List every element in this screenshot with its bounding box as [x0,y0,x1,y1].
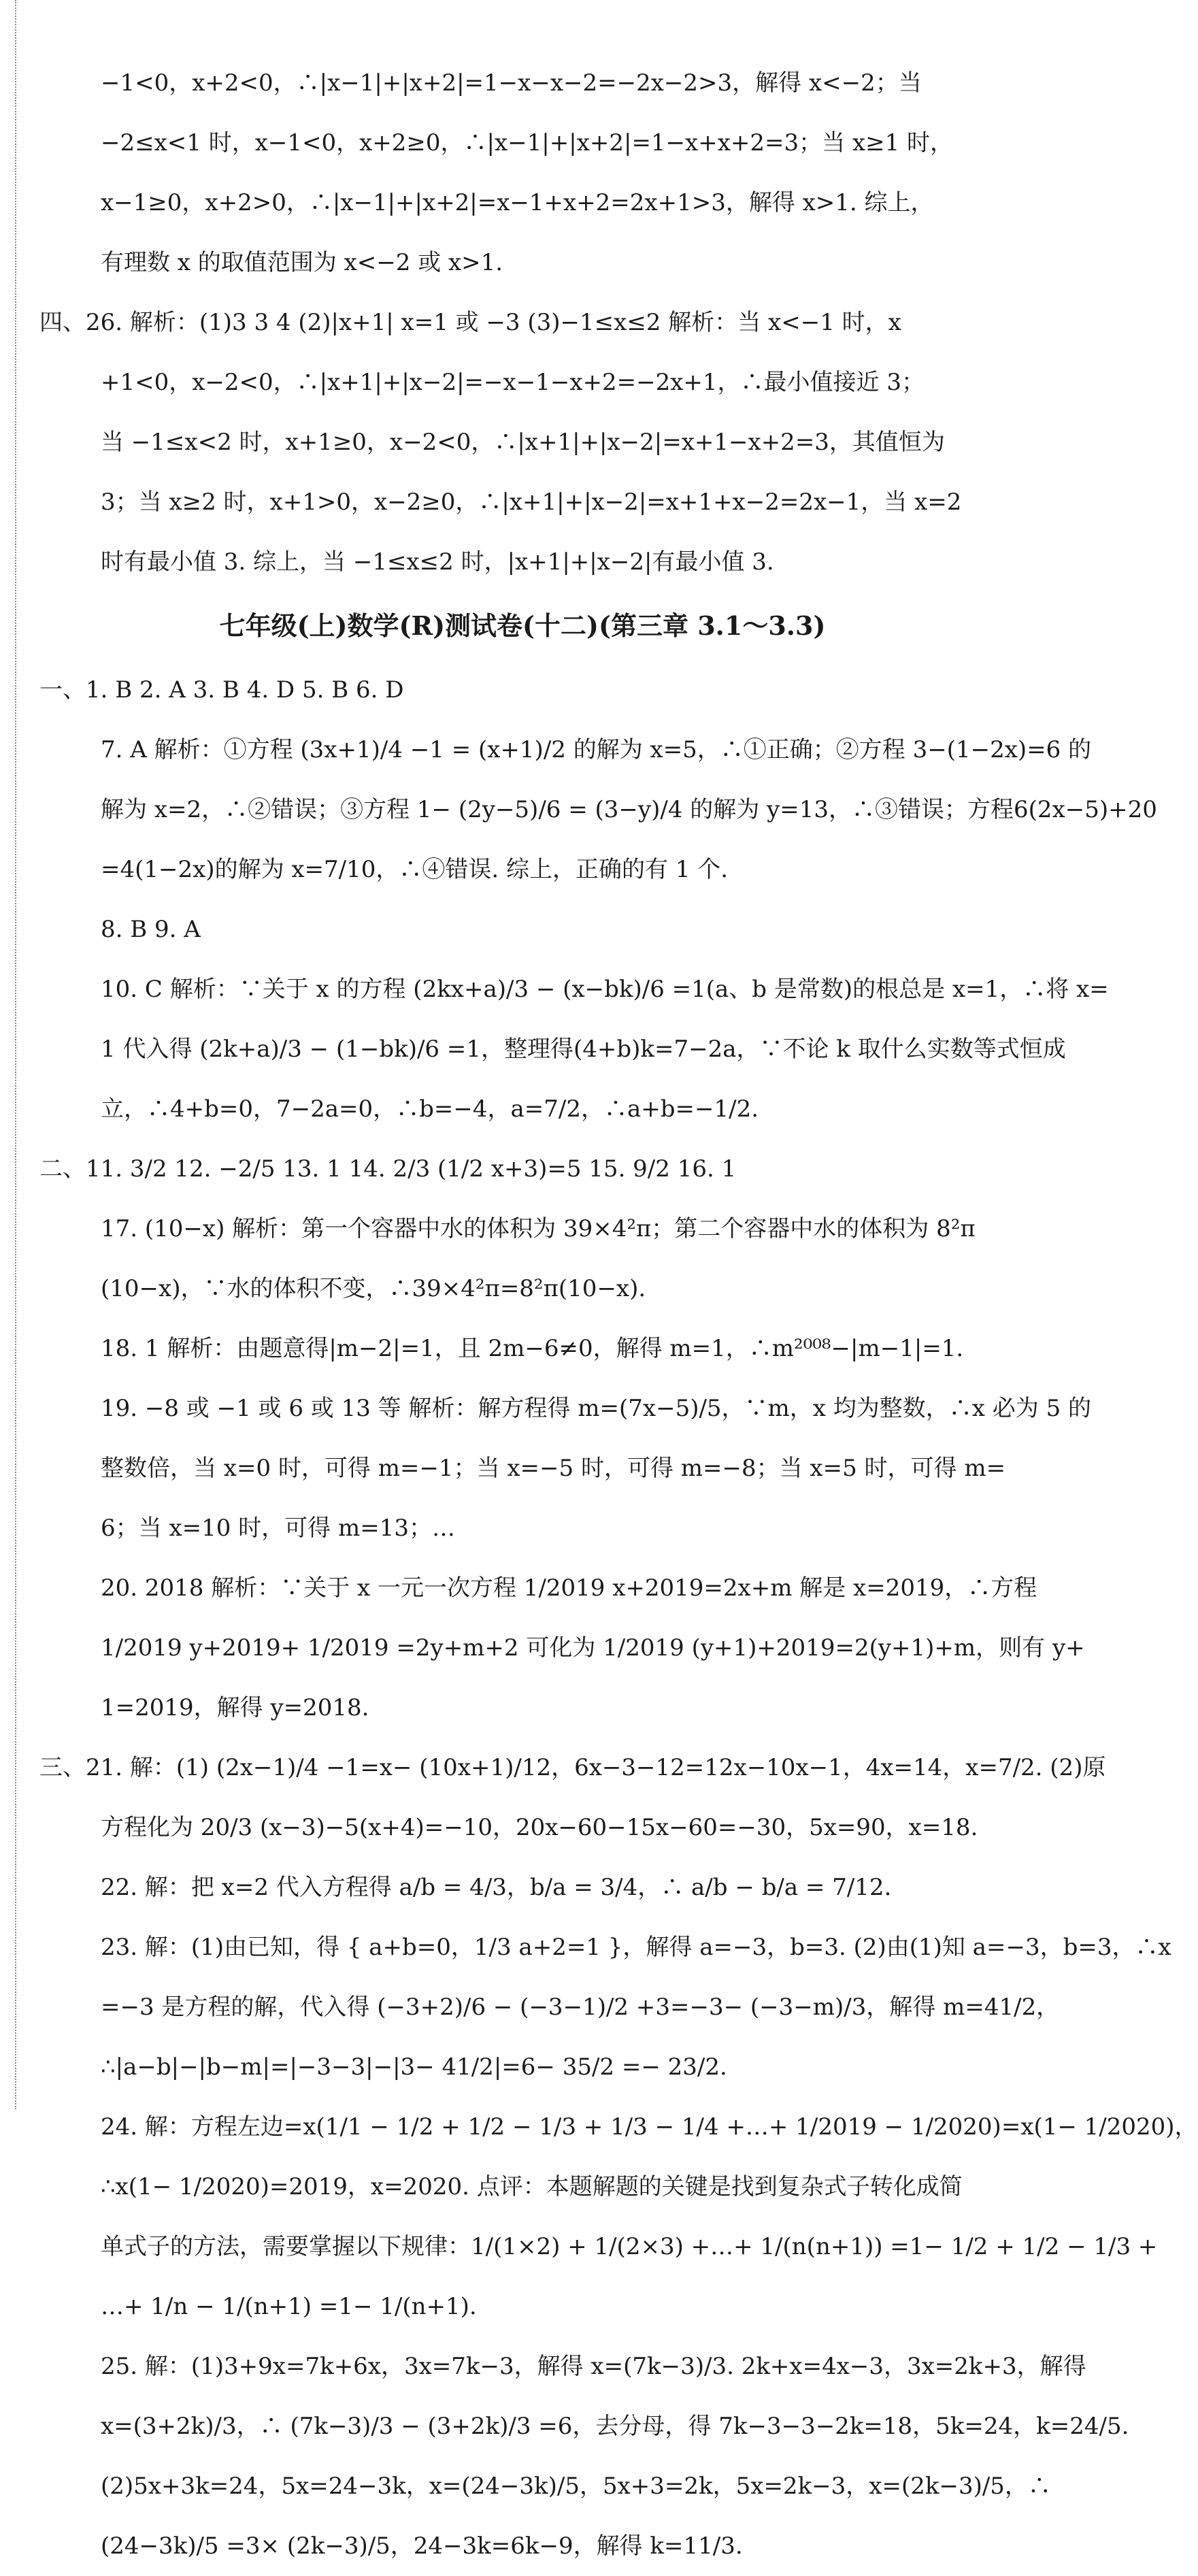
binding-edge [0,0,16,2109]
text-line: 8. B 9. A [101,916,201,943]
text-line: (2)5x+3k=24，5x=24−3k，x=(24−3k)/5，5x+3=2k，5x=2k−3，x=(2k−3)/5，∴ [101,2473,1051,2500]
text-line: 解为 x=2，∴②错误；③方程 1− (2y−5)/6 = (3−y)/4 的解为 y=13，∴③错误；方程6(2x−5)+20 [101,796,1157,823]
text-line: 1=2019，解得 y=2018. [101,1694,369,1721]
text-line: 23. 解：(1)由已知，得 { a+b=0，1/3 a+2=1 }，解得 a=−3，b=3. (2)由(1)知 a=−3，b=3，∴x [101,1934,1171,1961]
text-line: x=(3+2k)/3，∴ (7k−3)/3 − (3+2k)/3 =6，去分母，得 7k−3−3−2k=18，5k=24，k=24/5. [101,2413,1129,2440]
answer-text [39,53,1198,2576]
text-line: ∴|a−b|−|b−m|=|−3−3|−|3− 41/2|=6− 35/2 =− 23/2. [101,2053,727,2081]
text-line: 时有最小值 3. 综上，当 −1≤x≤2 时，|x+1|+|x−2|有最小值 3. [101,548,774,576]
text-line: 二、11. 3/2 12. −2/5 13. 1 14. 2/3 (1/2 x+3)=5 15. 9/2 16. 1 [39,1155,737,1183]
text-line: x−1≥0，x+2>0，∴|x−1|+|x+2|=x−1+x+2=2x+1>3，解得 x>1. 综上， [101,189,934,216]
text-line: 17. (10−x) 解析：第一个容器中水的体积为 39×4²π；第二个容器中水的体积为 8²π [101,1215,976,1242]
text-line: 3；当 x≥2 时，x+1>0，x−2≥0，∴|x+1|+|x−2|=x+1+x−2=2x−1，当 x=2 [101,489,962,516]
text-line: 整数倍，当 x=0 时，可得 m=−1；当 x=−5 时，可得 m=−8；当 x=5 时，可得 m= [101,1455,1006,1482]
text-line: 6；当 x=10 时，可得 m=13；… [101,1515,455,1542]
text-line: +1<0，x−2<0，∴|x+1|+|x−2|=−x−1−x+2=−2x+1，∴最小值接近 3； [101,369,925,396]
text-line: 22. 解：把 x=2 代入方程得 a/b = 4/3，b/a = 3/4，∴ a/b − b/a = 7/12. [101,1874,892,1901]
text-line: 10. C 解析：∵关于 x 的方程 (2kx+a)/3 − (x−bk)/6 =1(a、b 是常数)的根总是 x=1，∴将 x= [101,976,1109,1003]
text-line: …+ 1/n − 1/(n+1) =1− 1/(n+1). [101,2293,477,2320]
text-line: −1<0，x+2<0，∴|x−1|+|x+2|=1−x−x−2=−2x−2>3，解得 x<−2；当 [101,69,922,97]
text-line: (24−3k)/5 =3× (2k−3)/5，24−3k=6k−9，解得 k=11/3. [101,2532,743,2560]
text-line: 1/2019 y+2019+ 1/2019 =2y+m+2 可化为 1/2019 (y+1)+2019=2(y+1)+m，则有 y+ [101,1634,1085,1662]
text-line: 一、1. B 2. A 3. B 4. D 5. B 6. D [39,676,404,704]
text-line: 7. A 解析：①方程 (3x+1)/4 −1 = (x+1)/2 的解为 x=5，∴①正确；②方程 3−(1−2x)=6 的 [101,736,1092,763]
text-line: 方程化为 20/3 (x−3)−5(x+4)=−10，20x−60−15x−60=−30，5x=90，x=18. [101,1814,978,1841]
text-line: 有理数 x 的取值范围为 x<−2 或 x>1. [101,249,503,276]
section-title: 七年级(上)数学(R)测试卷(十二)(第三章 3.1～3.3) [219,610,826,641]
text-line: 25. 解：(1)3+9x=7k+6x，3x=7k−3，解得 x=(7k−3)/3. 2k+x=4x−3，3x=2k+3，解得 [101,2353,1086,2380]
text-line: =4(1−2x)的解为 x=7/10，∴④错误. 综上，正确的有 1 个. [101,856,729,883]
text-line: 20. 2018 解析：∵关于 x 一元一次方程 1/2019 x+2019=2x+m 解是 x=2019，∴方程 [101,1574,1037,1602]
text-line: −2≤x<1 时，x−1<0，x+2≥0，∴|x−1|+|x+2|=1−x+x+2=3；当 x≥1 时， [101,129,954,156]
text-line: 立，∴4+b=0，7−2a=0，∴b=−4，a=7/2，∴a+b=−1/2. [101,1095,759,1123]
text-line: 当 −1≤x<2 时，x+1≥0，x−2<0，∴|x+1|+|x−2|=x+1−x+2=3，其值恒为 [101,429,945,456]
text-line: 四、26. 解析：(1)3 3 4 (2)|x+1| x=1 或 −3 (3)−1≤x≤2 解析：当 x<−1 时，x [39,309,901,336]
text-line: 24. 解：方程左边=x(1/1 − 1/2 + 1/2 − 1/3 + 1/3 − 1/4 +…+ 1/2019 − 1/2020)=x(1− 1/2020)， [101,2113,1198,2141]
text-line: (10−x)，∵水的体积不变，∴39×4²π=8²π(10−x). [101,1275,646,1302]
text-line: 19. −8 或 −1 或 6 或 13 等 解析：解方程得 m=(7x−5)/5，∵m，x 均为整数，∴x 必为 5 的 [101,1395,1092,1422]
text-line: 三、21. 解：(1) (2x−1)/4 −1=x− (10x+1)/12，6x−3−12=12x−10x−1，4x=14，x=7/2. (2)原 [39,1754,1106,1781]
text-line: 18. 1 解析：由题意得|m−2|=1，且 2m−6≠0，解得 m=1，∴m²⁰⁰⁸−|m−1|=1. [101,1335,964,1362]
text-line: 1 代入得 (2k+a)/3 − (1−bk)/6 =1，整理得(4+b)k=7−2a，∵不论 k 取什么实数等式恒成 [101,1036,1066,1063]
text-line: ∴x(1− 1/2020)=2019，x=2020. 点评：本题解题的关键是找到复杂式子转化成简 [101,2173,963,2200]
text-line: =−3 是方程的解，代入得 (−3+2)/6 − (−3−1)/2 +3=−3− (−3−m)/3，解得 m=41/2， [101,1994,1060,2021]
text-line: 单式子的方法，需要掌握以下规律：1/(1×2) + 1/(2×3) +…+ 1/(n(n+1)) =1− 1/2 + 1/2 − 1/3 + [101,2233,1158,2260]
